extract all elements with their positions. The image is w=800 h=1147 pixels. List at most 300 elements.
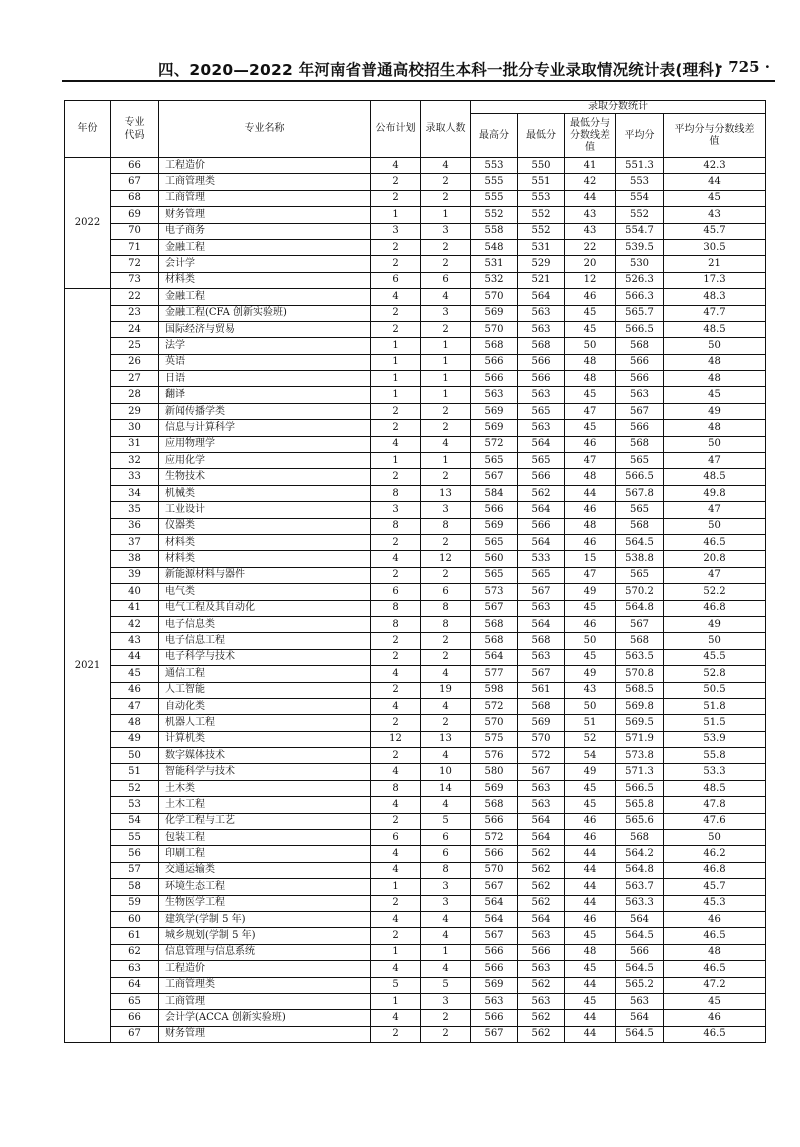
avg-diff-cell: 47	[664, 567, 766, 583]
admitted-cell: 6	[421, 846, 471, 862]
avg-cell: 565	[616, 567, 664, 583]
min-diff-cell: 41	[565, 158, 616, 174]
name-cell: 化学工程与工艺	[159, 813, 371, 829]
table-row	[65, 502, 766, 518]
min-diff-cell: 45	[565, 649, 616, 665]
avg-diff-cell: 46.2	[664, 846, 766, 862]
min-diff-cell: 46	[565, 436, 616, 452]
avg-cell: 567.8	[616, 485, 664, 501]
min-cell: 563	[518, 797, 565, 813]
code-cell: 49	[111, 731, 159, 747]
code-cell: 54	[111, 813, 159, 829]
code-cell: 30	[111, 420, 159, 436]
plan-cell: 8	[371, 485, 421, 501]
table-row	[65, 928, 766, 944]
avg-diff-cell: 44	[664, 174, 766, 190]
min-diff-cell: 44	[565, 846, 616, 862]
min-diff-cell: 52	[565, 731, 616, 747]
name-cell: 新能源材料与器件	[159, 567, 371, 583]
avg-diff-cell: 53.3	[664, 764, 766, 780]
avg-diff-cell: 47.6	[664, 813, 766, 829]
name-cell: 电子信息工程	[159, 633, 371, 649]
avg-diff-cell: 45	[664, 387, 766, 403]
table-row	[65, 272, 766, 288]
code-cell: 42	[111, 616, 159, 632]
avg-diff-cell: 47	[664, 453, 766, 469]
min-diff-cell: 45	[565, 928, 616, 944]
table-row	[65, 944, 766, 960]
plan-cell: 8	[371, 518, 421, 534]
min-cell: 564	[518, 830, 565, 846]
min-cell: 563	[518, 305, 565, 321]
max-cell: 572	[471, 830, 518, 846]
name-cell: 交通运输类	[159, 862, 371, 878]
code-cell: 67	[111, 1026, 159, 1042]
avg-diff-cell: 47.8	[664, 797, 766, 813]
name-cell: 通信工程	[159, 666, 371, 682]
plan-cell: 1	[371, 879, 421, 895]
min-diff-cell: 47	[565, 453, 616, 469]
table-row	[65, 190, 766, 206]
code-cell: 35	[111, 502, 159, 518]
table-row	[65, 420, 766, 436]
code-cell: 70	[111, 223, 159, 239]
max-cell: 569	[471, 420, 518, 436]
code-cell: 31	[111, 436, 159, 452]
avg-diff-cell: 55.8	[664, 748, 766, 764]
table-row	[65, 1010, 766, 1026]
table-row	[65, 584, 766, 600]
code-cell: 37	[111, 534, 159, 550]
table-row	[65, 158, 766, 174]
min-cell: 564	[518, 616, 565, 632]
min-cell: 566	[518, 944, 565, 960]
admitted-cell: 6	[421, 830, 471, 846]
admitted-cell: 8	[421, 616, 471, 632]
min-diff-cell: 47	[565, 567, 616, 583]
min-diff-cell: 54	[565, 748, 616, 764]
admitted-cell: 3	[421, 502, 471, 518]
avg-diff-cell: 43	[664, 207, 766, 223]
avg-diff-cell: 45.5	[664, 649, 766, 665]
min-cell: 563	[518, 600, 565, 616]
avg-diff-cell: 45.7	[664, 879, 766, 895]
avg-cell: 563	[616, 387, 664, 403]
plan-cell: 3	[371, 502, 421, 518]
min-diff-cell: 44	[565, 862, 616, 878]
avg-cell: 573.8	[616, 748, 664, 764]
code-cell: 72	[111, 256, 159, 272]
avg-diff-cell: 46.5	[664, 1026, 766, 1042]
avg-diff-cell: 48.5	[664, 780, 766, 796]
code-cell: 71	[111, 239, 159, 255]
avg-cell: 566	[616, 371, 664, 387]
admitted-cell: 4	[421, 911, 471, 927]
min-diff-cell: 46	[565, 534, 616, 550]
min-cell: 564	[518, 289, 565, 305]
min-cell: 572	[518, 748, 565, 764]
avg-cell: 564.5	[616, 928, 664, 944]
name-cell: 仪器类	[159, 518, 371, 534]
min-cell: 567	[518, 584, 565, 600]
code-cell: 62	[111, 944, 159, 960]
avg-cell: 569.5	[616, 715, 664, 731]
min-diff-cell: 43	[565, 682, 616, 698]
admitted-cell: 1	[421, 944, 471, 960]
name-cell: 机器人工程	[159, 715, 371, 731]
plan-cell: 5	[371, 977, 421, 993]
name-cell: 土木工程	[159, 797, 371, 813]
min-diff-cell: 45	[565, 797, 616, 813]
max-cell: 567	[471, 879, 518, 895]
table-row	[65, 518, 766, 534]
avg-cell: 564.8	[616, 600, 664, 616]
min-cell: 565	[518, 453, 565, 469]
avg-diff-cell: 50	[664, 338, 766, 354]
table-row	[65, 633, 766, 649]
plan-cell: 6	[371, 830, 421, 846]
table-row	[65, 879, 766, 895]
table-row	[65, 567, 766, 583]
plan-cell: 8	[371, 616, 421, 632]
avg-diff-cell: 17.3	[664, 272, 766, 288]
name-cell: 材料类	[159, 272, 371, 288]
min-cell: 562	[518, 485, 565, 501]
avg-cell: 568	[616, 518, 664, 534]
name-cell: 自动化类	[159, 698, 371, 714]
max-cell: 567	[471, 1026, 518, 1042]
plan-cell: 4	[371, 289, 421, 305]
table-row	[65, 321, 766, 337]
table-row	[65, 174, 766, 190]
plan-cell: 4	[371, 764, 421, 780]
min-cell: 566	[518, 518, 565, 534]
code-cell: 23	[111, 305, 159, 321]
avg-cell: 563	[616, 993, 664, 1009]
max-cell: 564	[471, 911, 518, 927]
min-diff-cell: 45	[565, 420, 616, 436]
avg-cell: 565.6	[616, 813, 664, 829]
min-diff-cell: 44	[565, 879, 616, 895]
min-cell: 563	[518, 961, 565, 977]
min-cell: 568	[518, 338, 565, 354]
code-cell: 58	[111, 879, 159, 895]
plan-cell: 12	[371, 731, 421, 747]
plan-cell: 2	[371, 420, 421, 436]
name-cell: 电子商务	[159, 223, 371, 239]
avg-diff-cell: 45	[664, 190, 766, 206]
avg-diff-cell: 48.5	[664, 321, 766, 337]
admitted-cell: 2	[421, 534, 471, 550]
admitted-cell: 2	[421, 469, 471, 485]
code-cell: 33	[111, 469, 159, 485]
table-row	[65, 846, 766, 862]
header-max: 最高分	[471, 114, 518, 158]
name-cell: 金融工程	[159, 289, 371, 305]
code-cell: 48	[111, 715, 159, 731]
code-cell: 53	[111, 797, 159, 813]
max-cell: 555	[471, 174, 518, 190]
avg-diff-cell: 52.8	[664, 666, 766, 682]
min-cell: 562	[518, 879, 565, 895]
min-diff-cell: 45	[565, 961, 616, 977]
avg-cell: 565.7	[616, 305, 664, 321]
min-diff-cell: 44	[565, 1010, 616, 1026]
max-cell: 566	[471, 502, 518, 518]
plan-cell: 2	[371, 649, 421, 665]
min-cell: 553	[518, 190, 565, 206]
code-cell: 56	[111, 846, 159, 862]
plan-cell: 2	[371, 633, 421, 649]
plan-cell: 6	[371, 272, 421, 288]
table-row	[65, 715, 766, 731]
max-cell: 566	[471, 354, 518, 370]
avg-cell: 538.8	[616, 551, 664, 567]
max-cell: 565	[471, 567, 518, 583]
min-cell: 562	[518, 1010, 565, 1026]
table-row	[65, 764, 766, 780]
min-diff-cell: 49	[565, 666, 616, 682]
name-cell: 生物医学工程	[159, 895, 371, 911]
name-cell: 国际经济与贸易	[159, 321, 371, 337]
admitted-cell: 4	[421, 961, 471, 977]
name-cell: 计算机类	[159, 731, 371, 747]
avg-diff-cell: 21	[664, 256, 766, 272]
min-cell: 562	[518, 1026, 565, 1042]
max-cell: 568	[471, 797, 518, 813]
code-cell: 43	[111, 633, 159, 649]
code-cell: 47	[111, 698, 159, 714]
min-cell: 566	[518, 354, 565, 370]
name-cell: 金融工程	[159, 239, 371, 255]
avg-diff-cell: 47	[664, 502, 766, 518]
plan-cell: 2	[371, 715, 421, 731]
min-diff-cell: 46	[565, 502, 616, 518]
admitted-cell: 1	[421, 371, 471, 387]
max-cell: 564	[471, 649, 518, 665]
table-row	[65, 436, 766, 452]
plan-cell: 4	[371, 846, 421, 862]
name-cell: 电气工程及其自动化	[159, 600, 371, 616]
min-cell: 550	[518, 158, 565, 174]
code-cell: 67	[111, 174, 159, 190]
admitted-cell: 3	[421, 879, 471, 895]
code-cell: 38	[111, 551, 159, 567]
name-cell: 金融工程(CFA 创新实验班)	[159, 305, 371, 321]
year-cell: 2022	[65, 158, 111, 289]
max-cell: 566	[471, 1010, 518, 1026]
avg-cell: 565	[616, 453, 664, 469]
max-cell: 577	[471, 666, 518, 682]
code-cell: 73	[111, 272, 159, 288]
avg-cell: 526.3	[616, 272, 664, 288]
min-diff-cell: 48	[565, 371, 616, 387]
min-diff-cell: 43	[565, 223, 616, 239]
name-cell: 应用化学	[159, 453, 371, 469]
min-diff-cell: 45	[565, 321, 616, 337]
name-cell: 工程造价	[159, 961, 371, 977]
min-diff-cell: 50	[565, 633, 616, 649]
table-row	[65, 354, 766, 370]
code-cell: 39	[111, 567, 159, 583]
max-cell: 555	[471, 190, 518, 206]
admitted-cell: 6	[421, 272, 471, 288]
code-cell: 65	[111, 993, 159, 1009]
avg-cell: 569.8	[616, 698, 664, 714]
avg-diff-cell: 46.5	[664, 534, 766, 550]
min-diff-cell: 50	[565, 338, 616, 354]
name-cell: 印刷工程	[159, 846, 371, 862]
max-cell: 598	[471, 682, 518, 698]
avg-diff-cell: 51.8	[664, 698, 766, 714]
avg-diff-cell: 48	[664, 354, 766, 370]
min-cell: 529	[518, 256, 565, 272]
min-diff-cell: 48	[565, 944, 616, 960]
admitted-cell: 3	[421, 895, 471, 911]
admitted-cell: 13	[421, 731, 471, 747]
min-diff-cell: 48	[565, 518, 616, 534]
code-cell: 29	[111, 403, 159, 419]
min-cell: 562	[518, 846, 565, 862]
table-row	[65, 830, 766, 846]
plan-cell: 1	[371, 453, 421, 469]
avg-cell: 552	[616, 207, 664, 223]
page-title: 四、2020—2022 年河南省普通高校招生本科一批分专业录取情况统计表(理科)	[158, 61, 722, 79]
min-cell: 521	[518, 272, 565, 288]
avg-cell: 564.2	[616, 846, 664, 862]
min-cell: 551	[518, 174, 565, 190]
table-row	[65, 207, 766, 223]
avg-cell: 566	[616, 944, 664, 960]
name-cell: 财务管理	[159, 207, 371, 223]
avg-diff-cell: 48.5	[664, 469, 766, 485]
admission-table	[64, 100, 766, 1043]
avg-cell: 565	[616, 502, 664, 518]
admitted-cell: 1	[421, 387, 471, 403]
avg-cell: 568	[616, 338, 664, 354]
table-row	[65, 551, 766, 567]
plan-cell: 4	[371, 551, 421, 567]
code-cell: 50	[111, 748, 159, 764]
header-admitted: 录取人数	[421, 101, 471, 158]
min-cell: 563	[518, 928, 565, 944]
table-row	[65, 649, 766, 665]
table-row	[65, 534, 766, 550]
admitted-cell: 4	[421, 666, 471, 682]
max-cell: 553	[471, 158, 518, 174]
min-cell: 531	[518, 239, 565, 255]
plan-cell: 4	[371, 158, 421, 174]
admitted-cell: 2	[421, 321, 471, 337]
max-cell: 572	[471, 698, 518, 714]
admitted-cell: 6	[421, 584, 471, 600]
avg-cell: 566.5	[616, 780, 664, 796]
min-cell: 552	[518, 207, 565, 223]
code-cell: 61	[111, 928, 159, 944]
admitted-cell: 2	[421, 239, 471, 255]
plan-cell: 2	[371, 190, 421, 206]
min-diff-cell: 45	[565, 387, 616, 403]
max-cell: 566	[471, 813, 518, 829]
avg-cell: 566.5	[616, 321, 664, 337]
name-cell: 财务管理	[159, 1026, 371, 1042]
plan-cell: 1	[371, 207, 421, 223]
avg-cell: 566	[616, 420, 664, 436]
min-diff-cell: 44	[565, 1026, 616, 1042]
table-row	[65, 453, 766, 469]
avg-cell: 565.2	[616, 977, 664, 993]
min-cell: 565	[518, 403, 565, 419]
min-cell: 562	[518, 895, 565, 911]
avg-cell: 563.7	[616, 879, 664, 895]
plan-cell: 4	[371, 436, 421, 452]
avg-diff-cell: 50	[664, 518, 766, 534]
code-cell: 44	[111, 649, 159, 665]
admitted-cell: 4	[421, 158, 471, 174]
admitted-cell: 4	[421, 289, 471, 305]
table-row	[65, 305, 766, 321]
name-cell: 建筑学(学制 5 年)	[159, 911, 371, 927]
avg-cell: 567	[616, 403, 664, 419]
min-diff-cell: 46	[565, 911, 616, 927]
table-row	[65, 993, 766, 1009]
avg-diff-cell: 46	[664, 1010, 766, 1026]
avg-diff-cell: 46	[664, 911, 766, 927]
max-cell: 568	[471, 616, 518, 632]
max-cell: 569	[471, 403, 518, 419]
admitted-cell: 8	[421, 862, 471, 878]
name-cell: 电子科学与技术	[159, 649, 371, 665]
min-cell: 563	[518, 387, 565, 403]
name-cell: 人工智能	[159, 682, 371, 698]
admitted-cell: 8	[421, 600, 471, 616]
avg-cell: 567	[616, 616, 664, 632]
avg-diff-cell: 48	[664, 371, 766, 387]
avg-diff-cell: 47.2	[664, 977, 766, 993]
code-cell: 57	[111, 862, 159, 878]
max-cell: 566	[471, 961, 518, 977]
avg-cell: 564	[616, 911, 664, 927]
plan-cell: 2	[371, 895, 421, 911]
avg-diff-cell: 49	[664, 403, 766, 419]
code-cell: 24	[111, 321, 159, 337]
min-diff-cell: 15	[565, 551, 616, 567]
admitted-cell: 2	[421, 567, 471, 583]
name-cell: 电子信息类	[159, 616, 371, 632]
header-rule	[62, 80, 775, 82]
name-cell: 包装工程	[159, 830, 371, 846]
avg-diff-cell: 49.8	[664, 485, 766, 501]
admitted-cell: 19	[421, 682, 471, 698]
code-cell: 34	[111, 485, 159, 501]
admitted-cell: 14	[421, 780, 471, 796]
min-cell: 563	[518, 993, 565, 1009]
plan-cell: 1	[371, 387, 421, 403]
admitted-cell: 3	[421, 993, 471, 1009]
min-diff-cell: 47	[565, 403, 616, 419]
min-cell: 562	[518, 977, 565, 993]
table-row	[65, 862, 766, 878]
code-cell: 28	[111, 387, 159, 403]
plan-cell: 4	[371, 666, 421, 682]
table-body	[65, 158, 766, 1043]
avg-cell: 568	[616, 830, 664, 846]
avg-diff-cell: 52.2	[664, 584, 766, 600]
plan-cell: 1	[371, 354, 421, 370]
min-diff-cell: 48	[565, 469, 616, 485]
admitted-cell: 4	[421, 436, 471, 452]
admitted-cell: 4	[421, 698, 471, 714]
